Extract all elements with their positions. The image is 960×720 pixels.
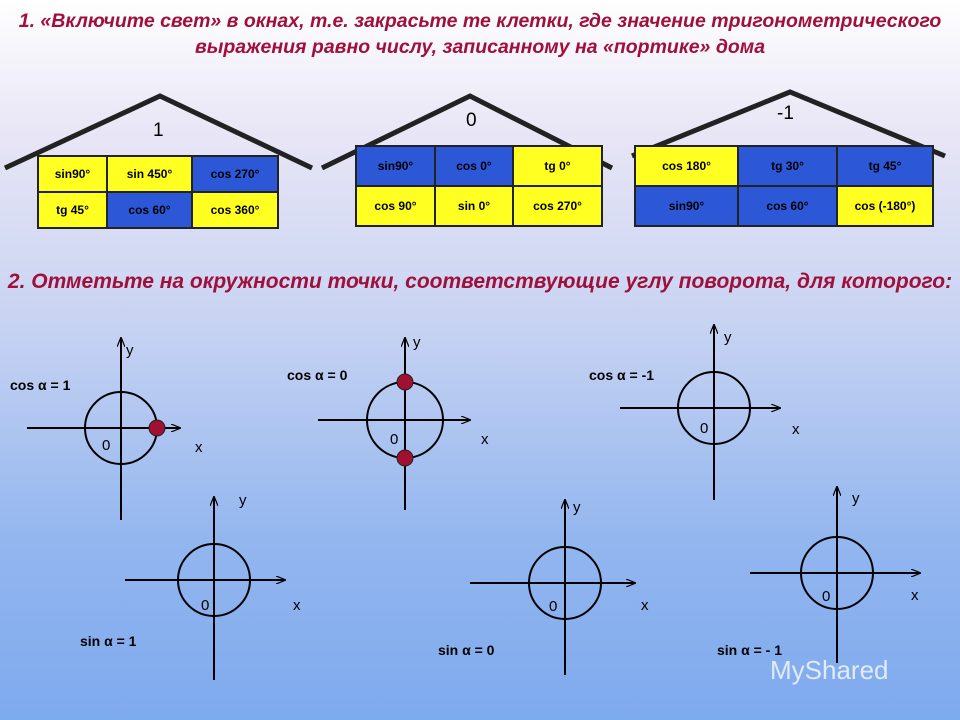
circle-4-label: sin α = 1 [80,633,137,649]
circle-cos-0[interactable] [318,338,470,510]
house-3-number: -1 [777,103,794,124]
window-cell[interactable]: sin 0° [435,186,513,226]
window-cell[interactable]: cos 270° [513,186,602,226]
house-1-number: 1 [153,120,164,141]
window-cell[interactable]: cos (-180°) [837,186,933,226]
circle-1-label: cos α = 1 [10,377,71,393]
origin-label: 0 [390,431,399,448]
y-axis-label: y [126,342,134,359]
circle-sin-minus-1[interactable] [750,487,920,663]
x-axis-label: x [641,597,649,614]
window-cell[interactable]: tg 0° [513,146,602,186]
origin-label: 0 [700,420,709,437]
task1-heading: 1. «Включите свет» в окнах, т.е. закрасьте те клетки, где значение тригонометрического выражения равно числу, записанному на «портике» дома [18,10,942,58]
window-cell[interactable]: sin90° [635,186,738,226]
origin-label: 0 [549,598,558,615]
x-axis-label: x [293,597,301,614]
circle-2-label: cos α = 0 [287,367,348,383]
marked-point [397,374,413,390]
window-cell[interactable]: cos 90° [356,186,435,226]
window-cell[interactable]: cos 270° [192,156,278,192]
window-cell[interactable]: cos 180° [635,146,738,186]
circle-3-label: cos α = -1 [589,367,655,383]
watermark-logo: MyShared [770,655,889,685]
window-cell[interactable]: sin 450° [107,156,192,192]
task2-heading: 2. Отметьте на окружности точки, соответствующие углу поворота, для которого: [7,270,953,293]
circle-cos-1[interactable] [27,338,180,520]
circle-sin-1[interactable] [125,497,285,680]
window-cell[interactable]: sin90° [356,146,435,186]
circle-sin-0[interactable] [470,500,635,675]
x-axis-label: x [481,431,489,448]
marked-point [149,420,165,436]
y-axis-label: y [724,329,732,346]
x-axis-label: x [792,421,800,438]
window-cell[interactable]: cos 60° [107,192,192,228]
y-axis-label: y [413,334,421,351]
window-cell[interactable]: tg 30° [738,146,837,186]
y-axis-label: y [573,499,581,516]
origin-label: 0 [822,588,831,605]
y-axis-label: y [852,490,860,507]
circle-5-label: sin α = 0 [438,642,495,658]
x-axis-label: x [911,587,919,604]
window-cell[interactable]: sin90° [38,156,107,192]
circle-cos-minus-1[interactable] [620,325,780,500]
window-cell[interactable]: cos 360° [192,192,278,228]
window-cell[interactable]: tg 45° [38,192,107,228]
origin-label: 0 [201,597,210,614]
marked-point [397,450,413,466]
origin-label: 0 [102,437,111,454]
x-axis-label: x [195,439,203,456]
y-axis-label: y [239,492,247,509]
house-2-number: 0 [466,110,477,131]
window-cell[interactable]: cos 0° [435,146,513,186]
circle-6-label: sin α = - 1 [717,642,783,658]
window-cell[interactable]: tg 45° [837,146,933,186]
window-cell[interactable]: cos 60° [738,186,837,226]
